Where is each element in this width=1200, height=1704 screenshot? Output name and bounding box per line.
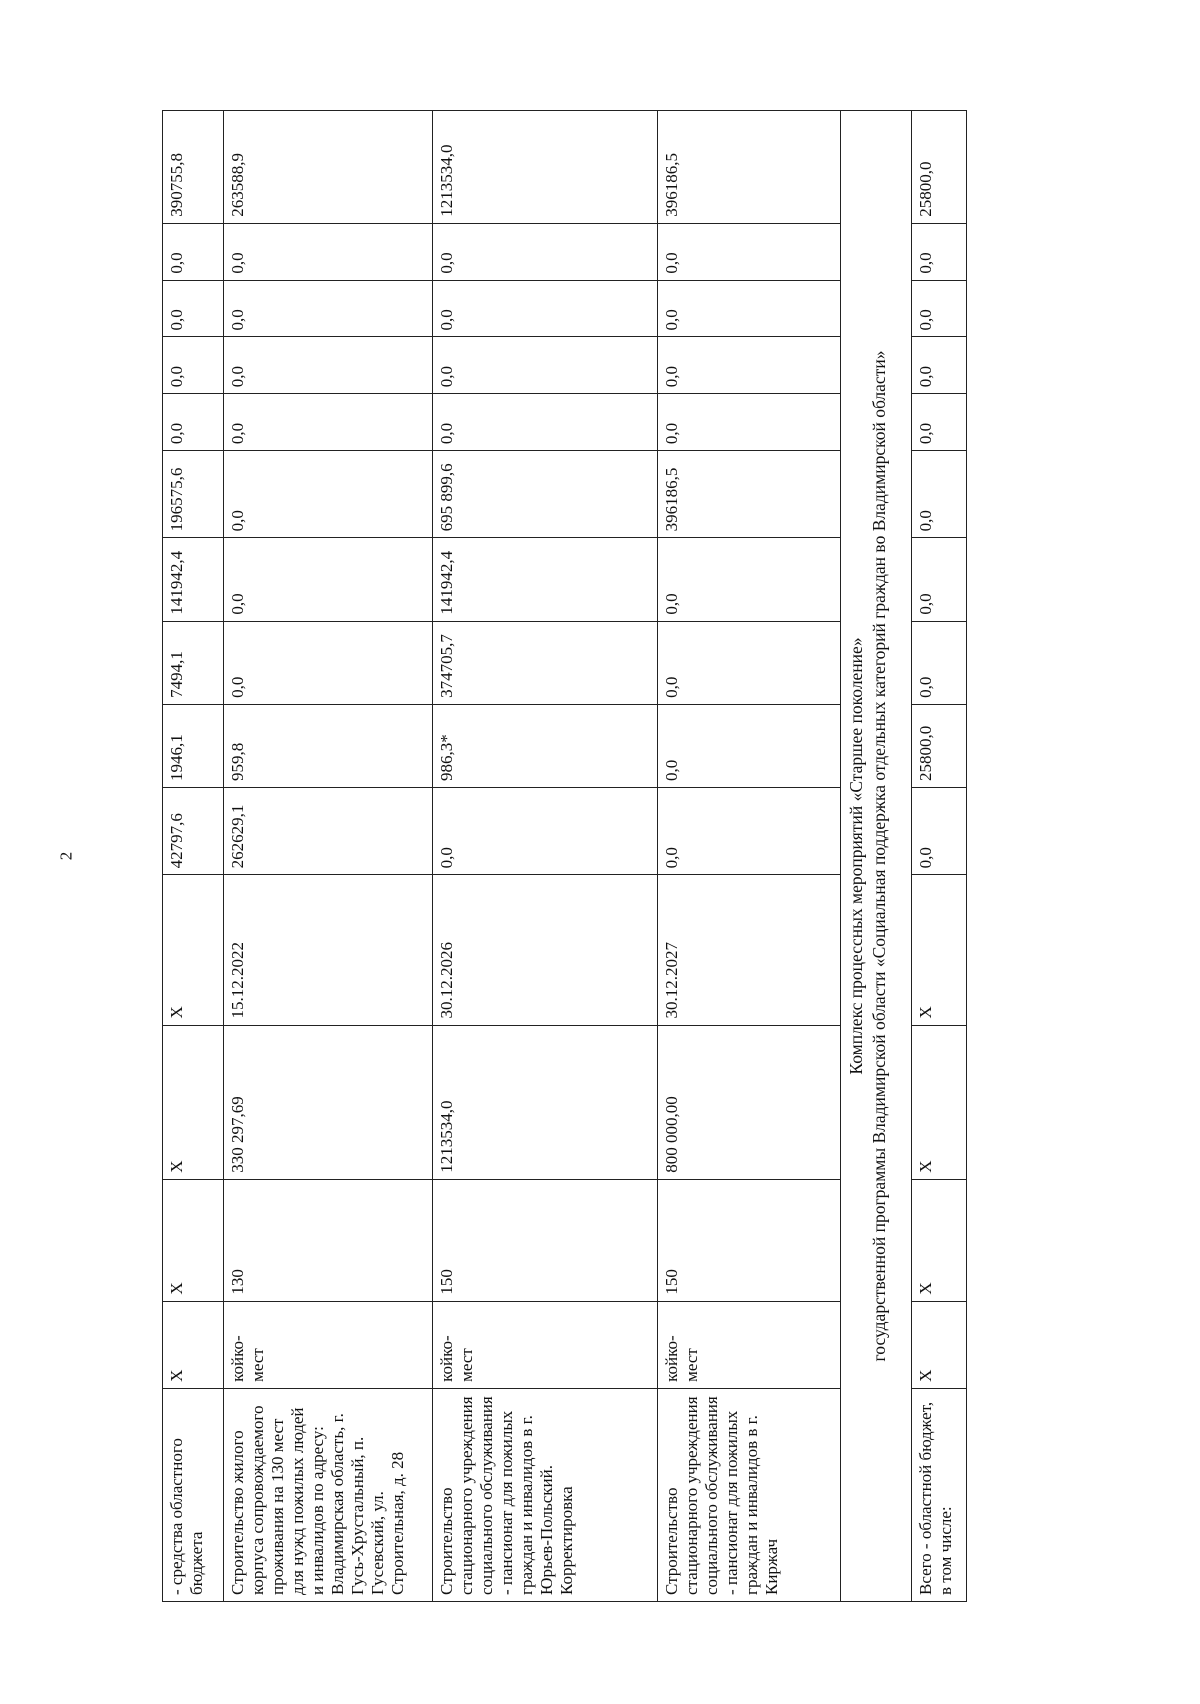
value-cell: 695 899,6 xyxy=(433,451,658,538)
page-number: 2 xyxy=(56,851,76,861)
section-heading xyxy=(841,111,912,1602)
table-row xyxy=(224,111,433,1602)
value-cell: 1946,1 xyxy=(163,704,224,787)
capacity-cell: 150 xyxy=(433,1179,658,1301)
value-cell: 986,3* xyxy=(433,704,658,787)
unit-cell: Х xyxy=(163,1301,224,1388)
value-cell: 0,0 xyxy=(658,337,841,394)
value-cell: 0,0 xyxy=(224,451,433,538)
date-cell: 30.12.2027 xyxy=(658,875,841,1025)
value-cell: 0,0 xyxy=(912,280,967,337)
value-cell: 0,0 xyxy=(658,621,841,704)
object-name-cell: Строительство жилого корпуса сопровождаемого проживания на 130 мест для нужд пожилых людей и инвалидов по адресу: Владимирская область, г. Гусь-Хрустальный, п. Гусевский, ул. Строительная, д. 28 xyxy=(224,1388,433,1601)
total-cell: 390755,8 xyxy=(163,111,224,224)
value-cell: 0,0 xyxy=(658,280,841,337)
total-cell: 263588,9 xyxy=(224,111,433,224)
value-cell: 141942,4 xyxy=(163,538,224,621)
value-cell: 0,0 xyxy=(912,451,967,538)
value-cell: 0,0 xyxy=(658,394,841,451)
value-cell: 0,0 xyxy=(433,788,658,875)
value-cell: 0,0 xyxy=(912,538,967,621)
value-cell: 0,0 xyxy=(433,394,658,451)
value-cell: 374705,7 xyxy=(433,621,658,704)
section-row xyxy=(841,111,912,1602)
budget-table xyxy=(162,110,967,1602)
rotated-table-wrapper xyxy=(162,110,1062,1602)
unit-cell: койко-мест xyxy=(224,1301,433,1388)
value-cell: 0,0 xyxy=(163,337,224,394)
object-name-cell: Строительство стационарного учреждения социального обслуживания - пансионат для пожилых граждан и инвалидов в г. Киржач xyxy=(658,1388,841,1601)
date-cell: 15.12.2022 xyxy=(224,875,433,1025)
value-cell: 0,0 xyxy=(433,337,658,394)
object-name-cell: Строительство стационарного учреждения социального обслуживания - пансионат для пожилых граждан и инвалидов в г. Юрьев-Польский. Корректировка xyxy=(433,1388,658,1601)
value-cell: 0,0 xyxy=(912,223,967,280)
total-cell: 1213534,0 xyxy=(433,111,658,224)
value-cell: 0,0 xyxy=(658,704,841,787)
table-row xyxy=(433,111,658,1602)
total-cell: 25800,0 xyxy=(912,111,967,224)
total-cell: 396186,5 xyxy=(658,111,841,224)
value-cell: 396186,5 xyxy=(658,451,841,538)
value-cell: 0,0 xyxy=(912,788,967,875)
section-title-line1: Комплекс процессных мероприятий «Старшее поколение» xyxy=(846,637,866,1075)
cost-cell: 800 000,00 xyxy=(658,1025,841,1179)
cost-cell: Х xyxy=(163,1025,224,1179)
date-cell: Х xyxy=(912,875,967,1025)
value-cell: 7494,1 xyxy=(163,621,224,704)
cost-cell: Х xyxy=(912,1025,967,1179)
value-cell: 42797,6 xyxy=(163,788,224,875)
value-cell: 0,0 xyxy=(912,337,967,394)
value-cell: 141942,4 xyxy=(433,538,658,621)
value-cell: 0,0 xyxy=(658,538,841,621)
value-cell: 0,0 xyxy=(163,223,224,280)
cost-cell: 1213534,0 xyxy=(433,1025,658,1179)
value-cell: 0,0 xyxy=(433,280,658,337)
total-row xyxy=(912,111,967,1602)
value-cell: 0,0 xyxy=(224,538,433,621)
value-cell: 0,0 xyxy=(912,394,967,451)
value-cell: 959,8 xyxy=(224,704,433,787)
capacity-cell: Х xyxy=(163,1179,224,1301)
object-name-cell: - средства областного бюджета xyxy=(163,1388,224,1601)
section-title-line2: государственной программы Владимирской области «Социальная поддержка отдельных категорий граждан во Владимирской области» xyxy=(868,350,889,1362)
value-cell: 0,0 xyxy=(224,621,433,704)
table-row xyxy=(658,111,841,1602)
value-cell: 0,0 xyxy=(163,394,224,451)
value-cell: 0,0 xyxy=(658,788,841,875)
value-cell: 25800,0 xyxy=(912,704,967,787)
unit-cell: койко-мест xyxy=(658,1301,841,1388)
capacity-cell: 130 xyxy=(224,1179,433,1301)
value-cell: 0,0 xyxy=(163,280,224,337)
date-cell: Х xyxy=(163,875,224,1025)
cost-cell: 330 297,69 xyxy=(224,1025,433,1179)
value-cell: 0,0 xyxy=(224,223,433,280)
date-cell: 30.12.2026 xyxy=(433,875,658,1025)
value-cell: 262629,1 xyxy=(224,788,433,875)
value-cell: 196575,6 xyxy=(163,451,224,538)
object-name-cell: Всего - областной бюджет, в том числе: xyxy=(912,1388,967,1601)
capacity-cell: Х xyxy=(912,1179,967,1301)
value-cell: 0,0 xyxy=(224,394,433,451)
unit-cell: Х xyxy=(912,1301,967,1388)
value-cell: 0,0 xyxy=(912,621,967,704)
value-cell: 0,0 xyxy=(433,223,658,280)
value-cell: 0,0 xyxy=(658,223,841,280)
capacity-cell: 150 xyxy=(658,1179,841,1301)
unit-cell: койко-мест xyxy=(433,1301,658,1388)
value-cell: 0,0 xyxy=(224,337,433,394)
table-row xyxy=(163,111,224,1602)
value-cell: 0,0 xyxy=(224,280,433,337)
